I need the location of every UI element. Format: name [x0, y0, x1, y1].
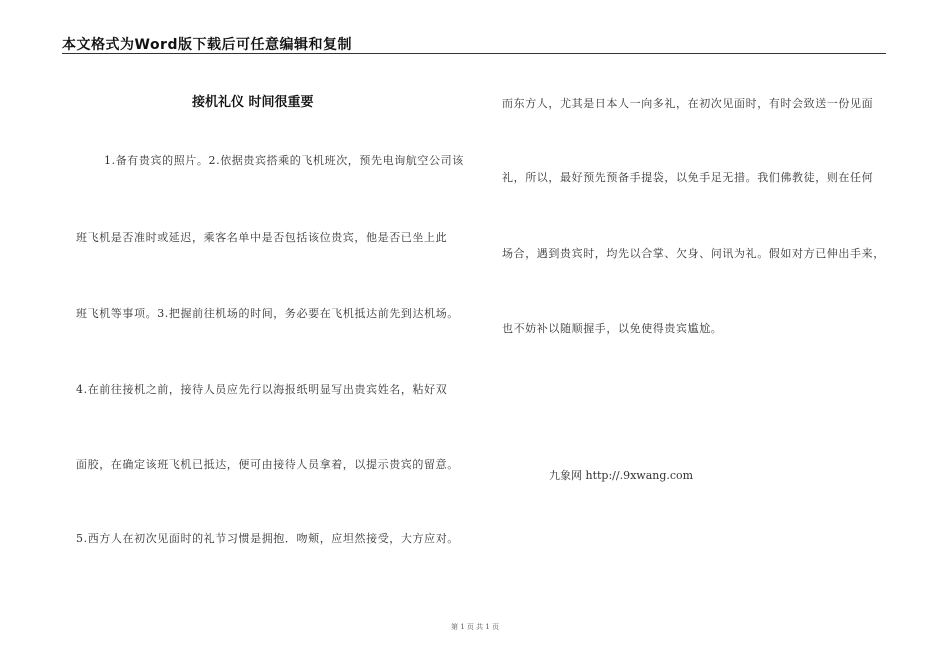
left-column-line: 4.在前往接机之前，接待人员应先行以海报纸明显写出贵宾姓名，粘好双	[76, 383, 448, 396]
left-column-line: 面胶，在确定该班飞机已抵达，便可由接待人员拿着，以提示贵宾的留意。	[76, 458, 459, 471]
left-column-line: 班飞机等事项。3.把握前往机场的时间，务必要在飞机抵达前先到达机场。	[76, 307, 459, 320]
right-column-line: 而东方人，尤其是日本人一向多礼，在初次见面时，有时会致送一份见面	[502, 97, 874, 110]
download-notice-header: 本文格式为Word版下载后可任意编辑和复制	[62, 37, 352, 53]
right-column-line: 也不妨补以随顺握手，以免使得贵宾尴尬。	[502, 322, 723, 335]
right-column-line: 礼，所以，最好预先预备手提袋，以免手足无措。我们佛教徒，则在任何	[502, 171, 874, 184]
left-column-line: 1.备有贵宾的照片。2.依据贵宾搭乘的飞机班次，预先电询航空公司该	[104, 154, 464, 167]
source-signature: 九象网 http://.9xwang.com	[549, 469, 694, 482]
page-number-footer: 第 1 页 共 1 页	[450, 623, 500, 631]
header-divider	[62, 53, 886, 54]
left-column-line: 班飞机是否准时或延迟，乘客名单中是否包括该位贵宾，他是否已坐上此	[76, 231, 448, 244]
article-title: 接机礼仪 时间很重要	[192, 95, 314, 110]
right-column-line: 场合，遇到贵宾时，均先以合掌、欠身、问讯为礼。假如对方已伸出手来，	[502, 247, 885, 260]
left-column-line: 5.西方人在初次见面时的礼节习惯是拥抱．吻颊，应坦然接受，大方应对。	[76, 532, 459, 545]
